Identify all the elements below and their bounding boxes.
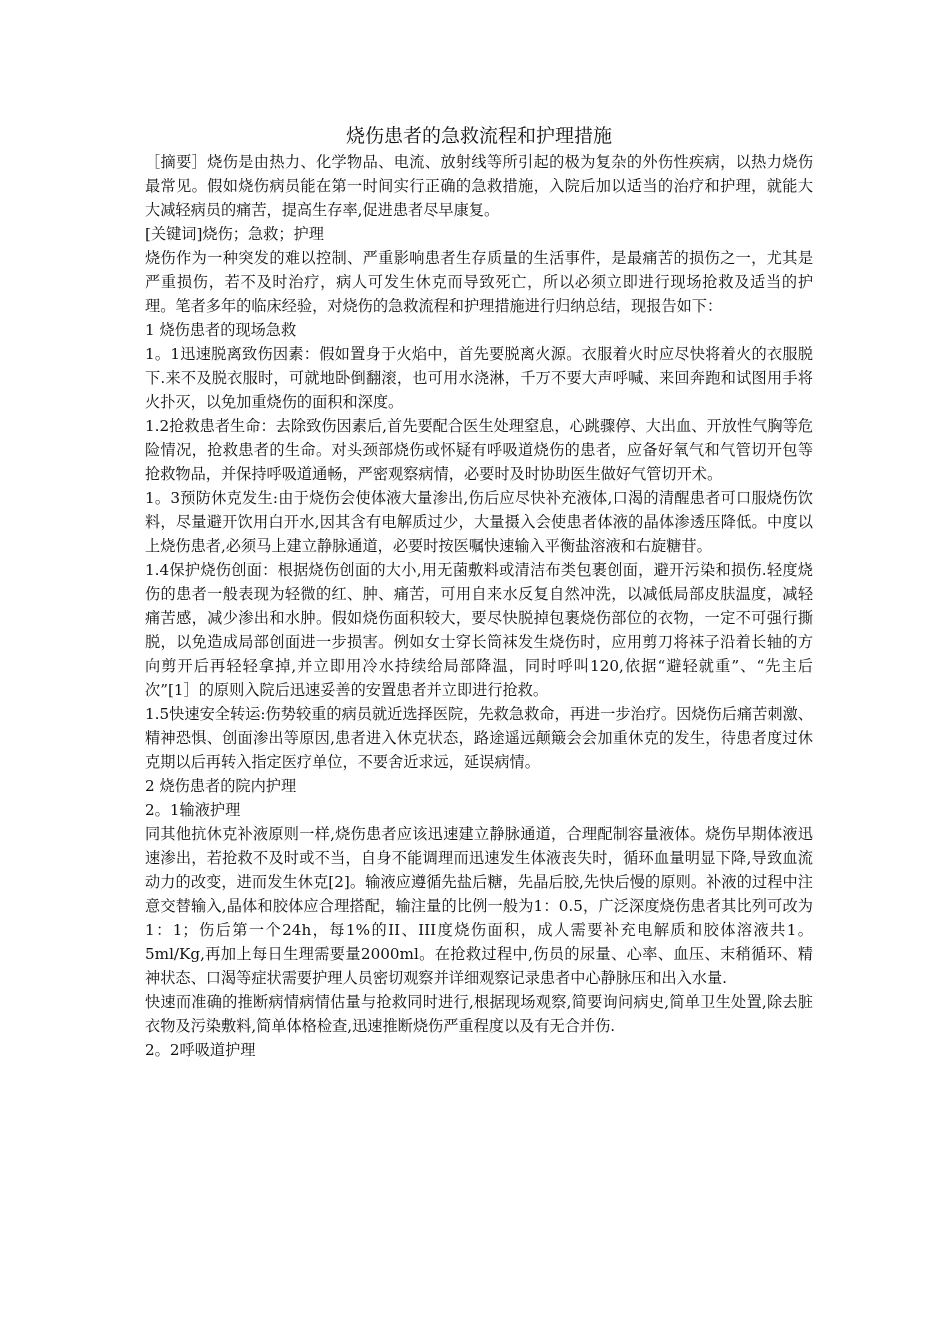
subsection-heading-2-2: 2。2呼吸道护理 <box>145 1041 256 1059</box>
paragraph-1-1: 1。1迅速脱离致伤因素：假如置身于火焰中，首先要脱离火源。衣服着火时应尽快将着火的衣服脱下.来不及脱衣服时，可就地卧倒翻滚，也可用水浇淋，千万不要大声呼喊、来回奔跑和试图用手将火扑灭，以免加重烧伤的面积和深度。 <box>145 345 813 411</box>
paragraph-1-3: 1。3预防休克发生:由于烧伤会使体液大量渗出,伤后应尽快补充液体,口渴的清醒患者可口服烧伤饮料，尽量避开饮用白开水,因其含有电解质过少，大量摄入会使患者体液的晶体渗透压降低。中度以上烧伤患者,必须马上建立静脉通道，必要时按医嘱快速输入平衡盐溶液和右旋糖苷。 <box>145 489 813 555</box>
subsection-heading-2-1: 2。1输液护理 <box>145 801 241 819</box>
section-heading-1: 1 烧伤患者的现场急救 <box>145 321 297 339</box>
paragraph-1-5: 1.5快速安全转运:伤势较重的病员就近选择医院，先救急救命，再进一步治疗。因烧伤后痛苦刺激、精神恐惧、创面渗出等原因,患者进入休克状态，路途遥远颠簸会会加重休克的发生，待患者度过休克期以后再转入指定医疗单位，不要舍近求远，延误病情。 <box>145 705 813 771</box>
paragraph-2-1-b: 快速而准确的推断病情病情估量与抢救同时进行,根据现场观察,简要询问病史,简单卫生处置,除去脏衣物及污染敷料,简单体格检查,迅速推断烧伤严重程度以及有无合并伤. <box>145 993 813 1035</box>
paragraph-1-4: 1.4保护烧伤创面：根据烧伤创面的大小,用无菌敷料或清洁布类包裹创面，避开污染和损伤.轻度烧伤的患者一般表现为轻微的红、肿、痛苦，可用自来水反复自然冲洗，以减低局部皮肤温度，减轻痛苦感，减少渗出和水肿。假如烧伤面积较大，要尽快脱掉包裹烧伤部位的衣物，一定不可强行撕脱，以免造成局部创面进一步损害。例如女士穿长筒袜发生烧伤时，应用剪刀将袜子沿着长轴的方向剪开后再轻轻拿掉,并立即用冷水持续给局部降温，同时呼叫120,依据“避轻就重”、“先主后次”[1］的原则入院后迅速妥善的安置患者并立即进行抢救。 <box>145 561 813 699</box>
abstract-paragraph: ［摘要］烧伤是由热力、化学物品、电流、放射线等所引起的极为复杂的外伤性疾病，以热力烧伤最常见。假如烧伤病员能在第一时间实行正确的急救措施，入院后加以适当的治疗和护理，就能大大减轻病员的痛苦，提高生存率,促进患者尽早康复。 <box>145 153 813 219</box>
intro-paragraph: 烧伤作为一种突发的难以控制、严重影响患者生存质量的生活事件，是最痛苦的损伤之一，尤其是严重损伤，若不及时治疗，病人可发生休克而导致死亡，所以必须立即进行现场抢救及适当的护理。笔者多年的临床经验，对烧伤的急救流程和护理措施进行归纳总结，现报告如下： <box>145 249 813 315</box>
keywords-line: [关键词]烧伤；急救；护理 <box>145 225 324 243</box>
section-heading-2: 2 烧伤患者的院内护理 <box>145 777 297 795</box>
paragraph-2-1: 同其他抗休克补液原则一样,烧伤患者应该迅速建立静脉通道，合理配制容量液体。烧伤早期体液迅速渗出，若抢救不及时或不当，自身不能调理而迅速发生体液丧失时，循环血量明显下降,导致血流动力的改变，进而发生休克[2]。输液应遵循先盐后糖，先晶后胶,先快后慢的原则。补液的过程中注意交替输入,晶体和胶体应合理搭配，输注量的比例一般为1：0.5，广泛深度烧伤患者其比列可改为1：1；伤后第一个24h，每1%的II、III度烧伤面积，成人需要补充电解质和胶体溶液共1。5ml/Kg,再加上每日生理需要量2000ml。在抢救过程中,伤员的尿量、心率、血压、末稍循环、精神状态、口渴等症状需要护理人员密切观察并详细观察记录患者中心静脉压和出入水量. <box>145 825 813 987</box>
document-title: 烧伤患者的急救流程和护理措施 <box>345 125 612 147</box>
document-page <box>145 122 813 1062</box>
paragraph-1-2: 1.2抢救患者生命：去除致伤因素后,首先要配合医生处理窒息，心跳骤停、大出血、开放性气胸等危险情况，抢救患者的生命。对头颈部烧伤或怀疑有呼吸道烧伤的患者，应备好氧气和气管切开包等抢救物品，并保持呼吸道通畅，严密观察病情，必要时及时协助医生做好气管切开术。 <box>145 417 813 483</box>
